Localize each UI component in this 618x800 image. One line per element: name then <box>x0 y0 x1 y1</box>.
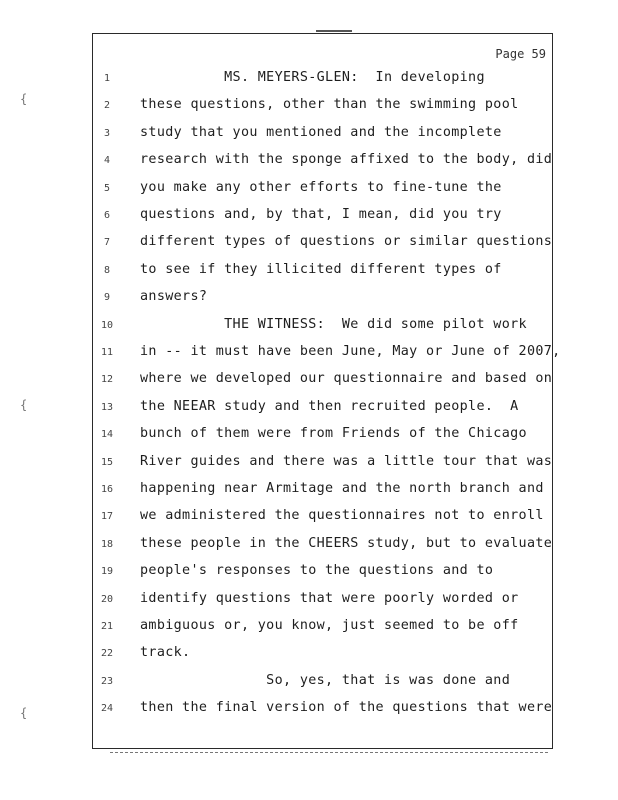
line-text: these questions, other than the swimming pool <box>140 97 519 113</box>
transcript-line <box>0 317 618 345</box>
line-number: 13 <box>100 401 114 413</box>
line-text: research with the sponge affixed to the body, did <box>140 152 553 168</box>
line-number: 7 <box>103 237 111 249</box>
line-text: ambiguous or, you know, just seemed to be off <box>140 618 519 633</box>
line-text: where we developed our questionnaire and based on <box>140 371 553 387</box>
line-text: So, yes, that is was done and <box>140 672 511 688</box>
line-number: 22 <box>100 648 114 660</box>
line-number: 18 <box>100 538 114 550</box>
line-number: 10 <box>100 319 114 331</box>
staple-mark <box>316 30 352 32</box>
line-text: MS. MEYERS-GLEN: In developing <box>140 70 485 85</box>
line-text: to see if they illicited different types of <box>140 261 502 277</box>
margin-bracket-mark: { <box>20 706 28 720</box>
transcript-line <box>0 152 618 180</box>
line-text: identify questions that were poorly worded or <box>140 590 519 606</box>
line-number: 6 <box>103 210 111 221</box>
line-text: you make any other efforts to fine-tune the <box>140 179 502 195</box>
line-number: 21 <box>100 621 114 632</box>
line-text: answers? <box>140 289 208 305</box>
transcript-line <box>0 454 618 482</box>
line-text: THE WITNESS: We did some pilot work <box>140 316 527 332</box>
transcript-line <box>0 207 618 235</box>
margin-bracket-mark: { <box>20 398 28 412</box>
transcript-line <box>0 234 618 262</box>
line-number: 2 <box>103 100 111 112</box>
line-text: River guides and there was a little tour that was <box>140 453 553 469</box>
transcript-line <box>0 591 618 619</box>
line-number: 23 <box>100 675 114 687</box>
transcript-line <box>0 645 618 673</box>
transcript-line <box>0 536 618 564</box>
transcript-line <box>0 371 618 399</box>
margin-bracket-mark: { <box>20 92 28 106</box>
line-text: questions and, by that, I mean, did you try <box>140 207 502 222</box>
line-number: 15 <box>100 456 114 468</box>
line-text: the NEEAR study and then recruited people. A <box>140 398 519 414</box>
line-number: 3 <box>103 127 111 139</box>
line-text: happening near Armitage and the north branch and <box>140 481 544 496</box>
transcript-line <box>0 618 618 646</box>
line-text: different types of questions or similar questions <box>140 234 553 250</box>
transcript-line <box>0 399 618 427</box>
transcript-line <box>0 700 618 728</box>
line-text: in -- it must have been June, May or June of 2007, <box>140 344 561 359</box>
transcript-line <box>0 180 618 208</box>
line-text: we administered the questionnaires not to enroll <box>140 508 544 524</box>
line-text: then the final version of the questions that were <box>140 700 553 716</box>
transcript-line <box>0 344 618 372</box>
line-text: bunch of them were from Friends of the Chicago <box>140 426 527 442</box>
page-number: Page 59 <box>495 47 546 61</box>
line-number: 19 <box>100 566 114 578</box>
transcript-line <box>0 481 618 509</box>
transcript-line <box>0 289 618 317</box>
line-number: 14 <box>100 429 114 441</box>
transcript-line <box>0 508 618 536</box>
transcript-line <box>0 426 618 454</box>
transcript-line <box>0 262 618 290</box>
line-number: 12 <box>100 374 114 386</box>
transcript-line <box>0 97 618 125</box>
line-number: 9 <box>103 292 111 304</box>
line-number: 8 <box>103 264 111 276</box>
line-text: study that you mentioned and the incomplete <box>140 124 502 140</box>
line-number: 1 <box>103 73 111 84</box>
transcript-line <box>0 673 618 701</box>
line-number: 16 <box>100 484 114 495</box>
line-number: 17 <box>100 511 114 523</box>
line-number: 5 <box>103 182 111 194</box>
line-text: track. <box>140 645 191 661</box>
line-text: people's responses to the questions and to <box>140 563 494 579</box>
transcript-line <box>0 125 618 153</box>
line-number: 20 <box>100 593 114 605</box>
line-text: these people in the CHEERS study, but to evaluate <box>140 535 553 551</box>
line-number: 4 <box>103 155 111 167</box>
bottom-rule <box>110 752 548 753</box>
line-number: 11 <box>100 347 114 358</box>
line-number: 24 <box>100 703 114 715</box>
transcript-line <box>0 563 618 591</box>
transcript-line <box>0 70 618 98</box>
